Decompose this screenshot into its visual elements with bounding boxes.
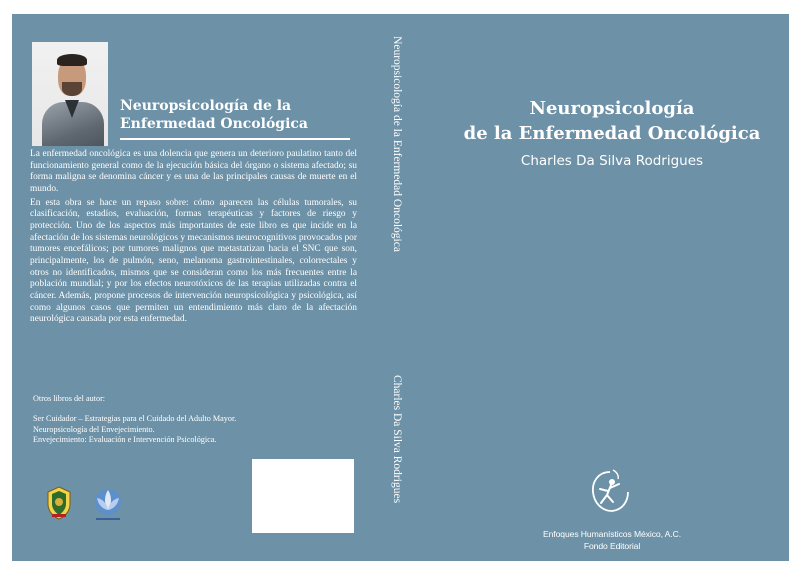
crest-icon [46,486,72,520]
other-books [33,394,353,446]
synopsis-paragraph-1: La enfermedad oncológica es una dolencia que genera un deterioro paulatino tanto del funcionamiento general como de la ejecución básica del órgano o sistema afectado; su forma maligna se denomina cáncer y es una de las principales causas de muerte en el mundo. [30,149,357,194]
barcode-area [252,459,354,533]
publisher [512,528,712,552]
other-book-item: Envejecimiento: Evaluación e Intervención Psicológica. [33,435,217,445]
other-book-item: Ser Cuidador – Estrategias para el Cuidado del Adulto Mayor. [33,414,237,424]
publisher-imprint: Fondo Editorial [583,541,641,551]
spine-author [382,364,412,514]
front-cover-title [452,96,772,146]
author-photo [32,42,108,146]
synopsis-paragraph-2: En esta obra se hace un repaso sobre: cómo aparecen las células tumorales, su clasificación, estadíos, evaluación, formas terapéuticas y factores de riesgo y protección. Uno de los aspectos más importantes de este libro es que incide en la afectación de los sistemas neurológicos y mecanismos neurocognitivos provocados por tumores encefálicos; por tumores malignos que metastatizan hacia el SNC que son, principalmente, los de pulmón, seno, melanoma gastrointestinales, colorrectales y otros no identificados, mismos que se consideran como los más frecuentes entre la población mundial; y por los efectos neurotóxicos de las terapias utilizadas contra el cáncer. Además, propone procesos de intervención neuropsicológica y psicológica, así como algunos casos que permiten un entendimiento más claro de la afectación neurológica causada por esta enfermedad. [30,197,357,325]
back-cover-title [120,97,350,133]
spine-title [382,14,412,274]
front-title-line-1: Neuropsicología [529,98,695,119]
back-title-line-1: Neuropsicología de la [120,98,292,114]
other-books-heading: Otros libros del autor: [33,394,106,403]
spine-author-text: Charles Da Silva Rodrigues [391,374,403,504]
spine-title-text: Neuropsicología de la Enfermedad Oncológica [391,36,403,252]
publisher-name: Enfoques Humanísticos México, A.C. [543,529,681,539]
synopsis [30,149,357,326]
front-title-line-2: de la Enfermedad Oncológica [463,123,761,144]
figure-in-circle-icon [589,468,631,516]
back-title-line-2: Enfermedad Oncológica [120,116,308,132]
other-book-item: Neuropsicología del Envejecimiento. [33,424,155,434]
front-cover-author: Charles Da Silva Rodrigues [520,153,704,169]
title-divider [120,138,350,140]
lotus-icon [88,486,128,524]
book-cover-spread [12,14,789,561]
